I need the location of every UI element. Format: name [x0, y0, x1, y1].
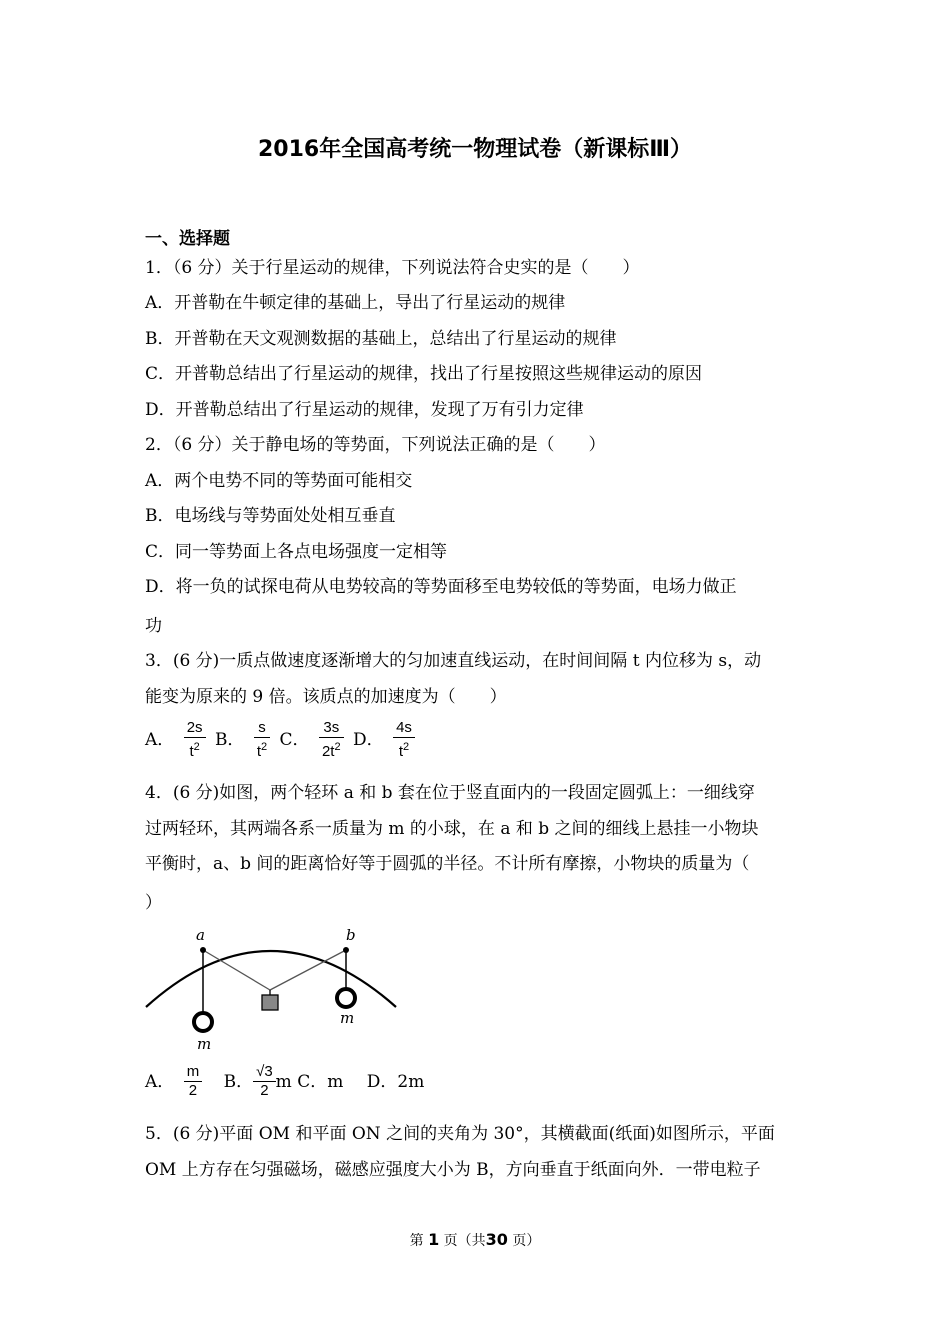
q3-options — [145, 719, 419, 761]
label-a: a — [196, 926, 205, 944]
q3-option-b-label: B． — [214, 730, 245, 750]
ring-b — [343, 947, 349, 953]
q4-fraction-b: $\frac{√3}{2}$ — [253, 1063, 276, 1100]
q1-option-c: C．开普勒总结出了行星运动的规律，找出了行星按照这些规律运动的原因 — [145, 364, 703, 384]
q3-option-c-label: C． — [279, 730, 310, 750]
q4-stem-line1: 4．(6 分)如图，两个轻环 a 和 b 套在位于竖直面内的一段固定圆弧上：一细线穿 — [145, 783, 755, 803]
q2-option-a: A．两个电势不同的等势面可能相交 — [145, 471, 413, 491]
q5-stem-line2: OM 上方存在匀强磁场，磁感应强度大小为 B，方向垂直于纸面向外．一带电粒子 — [145, 1160, 761, 1180]
page-footer: 第 1 页（共30 页） — [409, 1230, 541, 1249]
q2-stem: 2．（6 分）关于静电场的等势面，下列说法正确的是（ ） — [145, 435, 606, 455]
q3-stem-line1: 3．(6 分)一质点做速度逐渐增大的匀加速直线运动，在时间间隔 t 内位移为 s，动 — [145, 651, 762, 671]
q3-fraction-c: $\frac{3s}{2t^2}$ — [319, 719, 344, 761]
ring-a — [200, 947, 206, 953]
current-page: 1 — [428, 1230, 440, 1249]
q4-option-d: D．2m — [366, 1071, 425, 1092]
q3-fraction-a: $\frac{2s}{t^2}$ — [184, 719, 206, 761]
arc-rings-diagram — [140, 925, 410, 1055]
label-b: b — [346, 926, 356, 944]
q4-options — [145, 1063, 424, 1100]
q4-stem-line3: 平衡时，a、b 间的距离恰好等于圆弧的半径。不计所有摩擦，小物块的质量为（ — [145, 854, 750, 874]
q1-option-d: D．开普勒总结出了行星运动的规律，发现了万有引力定律 — [145, 400, 584, 420]
q2-option-c: C．同一等势面上各点电场强度一定相等 — [145, 542, 448, 562]
section-heading: 一、选择题 — [145, 229, 230, 249]
q3-option-d-label: D． — [353, 730, 384, 750]
q4-fraction-a: $\frac{m}{2}$ — [184, 1063, 203, 1100]
q1-option-b: B．开普勒在天文观测数据的基础上，总结出了行星运动的规律 — [145, 329, 617, 349]
ball-right — [337, 989, 355, 1007]
q4-option-b-label: B． — [223, 1071, 254, 1092]
page-title: 2016年全国高考统一物理试卷（新课标Ⅲ） — [257, 137, 693, 162]
q2-option-d: D．将一负的试探电荷从电势较高的等势面移至电势较低的等势面，电场力做正 — [145, 577, 737, 597]
q3-fraction-b: $\frac{s}{t^2}$ — [254, 719, 270, 761]
q4-option-a-label: A． — [145, 1071, 175, 1092]
q3-stem-line2: 能变为原来的 9 倍。该质点的加速度为（ ） — [145, 687, 507, 707]
label-m-left: m — [197, 1035, 212, 1053]
q2-option-d-cont: 功 — [145, 616, 162, 636]
label-m-right: m — [340, 1009, 355, 1027]
q1-stem: 1．（6 分）关于行星运动的规律，下列说法符合史实的是（ ） — [145, 258, 640, 278]
q5-stem-line1: 5．(6 分)平面 OM 和平面 ON 之间的夹角为 30°，其横截面(纸面)如图所示，平面 — [145, 1124, 775, 1144]
q2-option-b: B．电场线与等势面处处相互垂直 — [145, 506, 396, 526]
small-block — [262, 995, 278, 1010]
total-pages: 30 — [485, 1230, 508, 1249]
q1-option-a: A．开普勒在牛顿定律的基础上，导出了行星运动的规律 — [145, 293, 566, 313]
q3-option-a-label: A． — [145, 730, 175, 750]
q3-fraction-d: $\frac{4s}{t^2}$ — [393, 719, 415, 761]
q4-stem-line4: ） — [145, 893, 162, 913]
q4-option-c: C．m — [297, 1071, 344, 1092]
q4-option-b-suffix: m — [275, 1071, 292, 1092]
ball-left — [194, 1013, 212, 1031]
q4-stem-line2: 过两轻环，其两端各系一质量为 m 的小球，在 a 和 b 之间的细线上悬挂一小物块 — [145, 819, 759, 839]
